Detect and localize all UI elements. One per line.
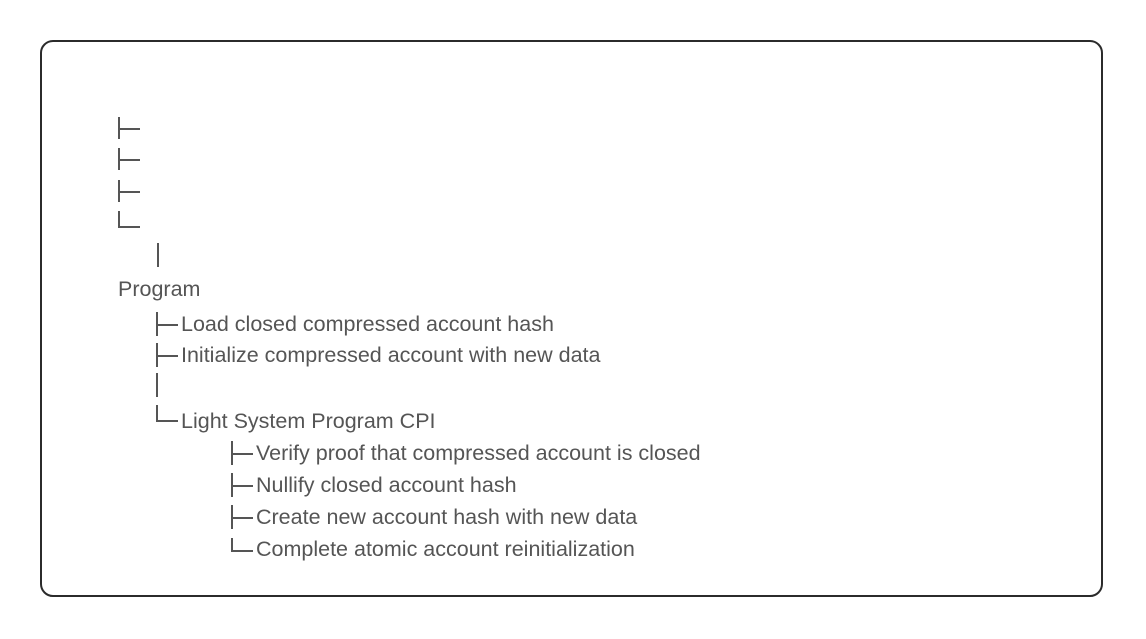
connector-tee	[156, 312, 178, 336]
program-step-1: Load closed compressed account hash	[181, 312, 554, 336]
cpi-step-4: Complete atomic account reinitialization	[256, 537, 635, 561]
cpi-step-1: Verify proof that compressed account is closed	[256, 441, 701, 465]
connector-tee	[118, 117, 140, 139]
connector-tee	[231, 473, 253, 497]
connector-pipe	[157, 243, 159, 267]
connector-tee	[231, 441, 253, 465]
connector-tee	[156, 343, 178, 367]
connector-tee	[118, 180, 140, 202]
connector-pipe	[156, 373, 158, 397]
connector-tee	[118, 148, 140, 170]
root-node-program: Program	[118, 277, 201, 301]
cpi-step-3: Create new account hash with new data	[256, 505, 638, 529]
cpi-step-2: Nullify closed account hash	[256, 473, 517, 497]
connector-elbow	[231, 538, 253, 551]
connector-elbow	[118, 211, 140, 227]
connector-tee	[231, 505, 253, 529]
connector-elbow	[156, 405, 178, 421]
program-step-2: Initialize compressed account with new data	[181, 343, 601, 367]
program-step-3-light-system-cpi: Light System Program CPI	[181, 409, 436, 433]
